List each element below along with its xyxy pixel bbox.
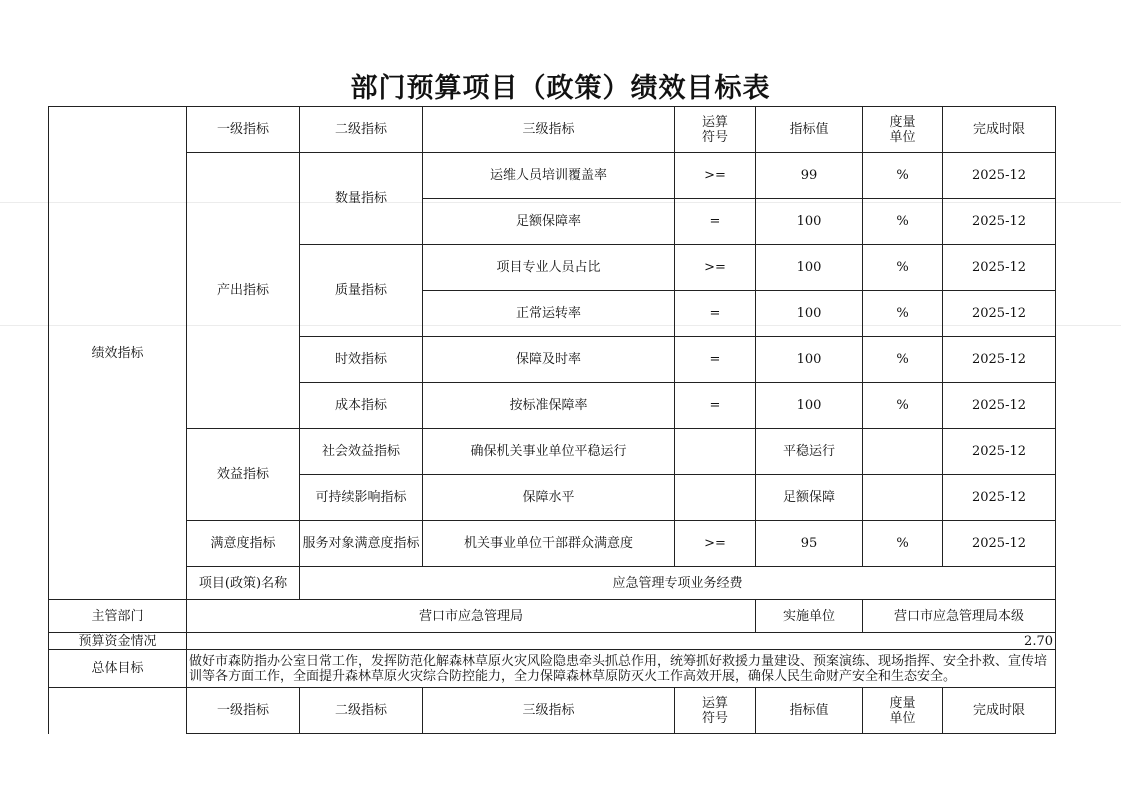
operator-cell: >= bbox=[675, 521, 756, 567]
indicator-cell: 按标准保障率 bbox=[423, 383, 675, 429]
subgroup-social: 社会效益指标 bbox=[300, 429, 423, 475]
col-level3: 三级指标 bbox=[423, 107, 675, 153]
project-name-row bbox=[49, 567, 1056, 600]
col-target: 指标值 bbox=[756, 688, 863, 734]
indicator-cell: 确保机关事业单位平稳运行 bbox=[423, 429, 675, 475]
unit-cell bbox=[863, 429, 943, 475]
value-cell: 100 bbox=[756, 337, 863, 383]
operator-cell: = bbox=[675, 291, 756, 337]
project-name-value: 应急管理专项业务经费 bbox=[300, 567, 1056, 600]
indicator-cell: 机关事业单位干部群众满意度 bbox=[423, 521, 675, 567]
fund-value: 2.70 bbox=[187, 633, 1056, 650]
header-row-repeat bbox=[49, 688, 1056, 734]
deadline-cell: 2025-12 bbox=[943, 291, 1056, 337]
performance-table bbox=[48, 106, 1056, 734]
col-level2: 二级指标 bbox=[300, 688, 423, 734]
operator-cell: = bbox=[675, 337, 756, 383]
group-satisfaction: 满意度指标 bbox=[187, 521, 300, 567]
col-deadline: 完成时限 bbox=[943, 688, 1056, 734]
value-cell: 95 bbox=[756, 521, 863, 567]
table-row bbox=[49, 153, 1056, 199]
col-unit: 度量 单位 bbox=[863, 107, 943, 153]
department-row bbox=[49, 600, 1056, 633]
impl-label: 实施单位 bbox=[756, 600, 863, 633]
unit-cell: % bbox=[863, 337, 943, 383]
col-deadline: 完成时限 bbox=[943, 107, 1056, 153]
operator-cell bbox=[675, 475, 756, 521]
value-cell: 99 bbox=[756, 153, 863, 199]
page-title: 部门预算项目（政策）绩效目标表 bbox=[350, 73, 771, 104]
table-row bbox=[49, 521, 1056, 567]
funding-row bbox=[49, 633, 1056, 650]
col-level1: 一级指标 bbox=[187, 688, 300, 734]
deadline-cell: 2025-12 bbox=[943, 429, 1056, 475]
dept-value: 营口市应急管理局 bbox=[187, 600, 756, 633]
header-row bbox=[49, 107, 1056, 153]
goal-value: 做好市森防指办公室日常工作，发挥防范化解森林草原火灾风险隐患牵头抓总作用，统筹抓好救援力量建设、预案演练、现场指挥、安全扑救、宣传培训等各方面工作，全面提升森林草原火灾综合防控能力，全力保障森林草原防灭火工作高效开展，确保人民生命财产安全和生态安全。 bbox=[187, 650, 1056, 688]
subgroup-time: 时效指标 bbox=[300, 337, 423, 383]
operator-cell: >= bbox=[675, 153, 756, 199]
deadline-cell: 2025-12 bbox=[943, 245, 1056, 291]
col-operator: 运算 符号 bbox=[675, 688, 756, 734]
value-cell: 平稳运行 bbox=[756, 429, 863, 475]
fund-label: 预算资金情况 bbox=[49, 633, 187, 650]
indicator-cell: 运维人员培训覆盖率 bbox=[423, 153, 675, 199]
deadline-cell: 2025-12 bbox=[943, 521, 1056, 567]
value-cell: 100 bbox=[756, 199, 863, 245]
operator-cell: = bbox=[675, 383, 756, 429]
operator-cell: >= bbox=[675, 245, 756, 291]
deadline-cell: 2025-12 bbox=[943, 199, 1056, 245]
section-label-blank bbox=[49, 688, 187, 734]
group-output: 产出指标 bbox=[187, 153, 300, 429]
value-cell: 足额保障 bbox=[756, 475, 863, 521]
indicator-cell: 项目专业人员占比 bbox=[423, 245, 675, 291]
unit-cell: % bbox=[863, 291, 943, 337]
unit-cell: % bbox=[863, 383, 943, 429]
indicator-cell: 足额保障率 bbox=[423, 199, 675, 245]
operator-cell: = bbox=[675, 199, 756, 245]
col-level2: 二级指标 bbox=[300, 107, 423, 153]
indicator-cell: 保障水平 bbox=[423, 475, 675, 521]
value-cell: 100 bbox=[756, 245, 863, 291]
indicator-cell: 正常运转率 bbox=[423, 291, 675, 337]
col-unit: 度量 单位 bbox=[863, 688, 943, 734]
goal-label: 总体目标 bbox=[49, 650, 187, 688]
subgroup-quality: 质量指标 bbox=[300, 245, 423, 337]
dept-label: 主管部门 bbox=[49, 600, 187, 633]
table-row bbox=[49, 429, 1056, 475]
unit-cell: % bbox=[863, 245, 943, 291]
unit-cell: % bbox=[863, 521, 943, 567]
col-operator: 运算 符号 bbox=[675, 107, 756, 153]
subgroup-cost: 成本指标 bbox=[300, 383, 423, 429]
deadline-cell: 2025-12 bbox=[943, 383, 1056, 429]
value-cell: 100 bbox=[756, 383, 863, 429]
col-level3: 三级指标 bbox=[423, 688, 675, 734]
indicator-cell: 保障及时率 bbox=[423, 337, 675, 383]
deadline-cell: 2025-12 bbox=[943, 475, 1056, 521]
value-cell: 100 bbox=[756, 291, 863, 337]
section-label: 绩效指标 bbox=[49, 107, 187, 600]
unit-cell: % bbox=[863, 199, 943, 245]
subgroup-quantity: 数量指标 bbox=[300, 153, 423, 245]
group-benefit: 效益指标 bbox=[187, 429, 300, 521]
deadline-cell: 2025-12 bbox=[943, 337, 1056, 383]
project-name-label: 项目(政策)名称 bbox=[187, 567, 300, 600]
goal-row bbox=[49, 650, 1056, 688]
col-level1: 一级指标 bbox=[187, 107, 300, 153]
operator-cell bbox=[675, 429, 756, 475]
col-target: 指标值 bbox=[756, 107, 863, 153]
subgroup-sustain: 可持续影响指标 bbox=[300, 475, 423, 521]
impl-value: 营口市应急管理局本级 bbox=[863, 600, 1056, 633]
subgroup-service: 服务对象满意度指标 bbox=[300, 521, 423, 567]
unit-cell: % bbox=[863, 153, 943, 199]
deadline-cell: 2025-12 bbox=[943, 153, 1056, 199]
unit-cell bbox=[863, 475, 943, 521]
